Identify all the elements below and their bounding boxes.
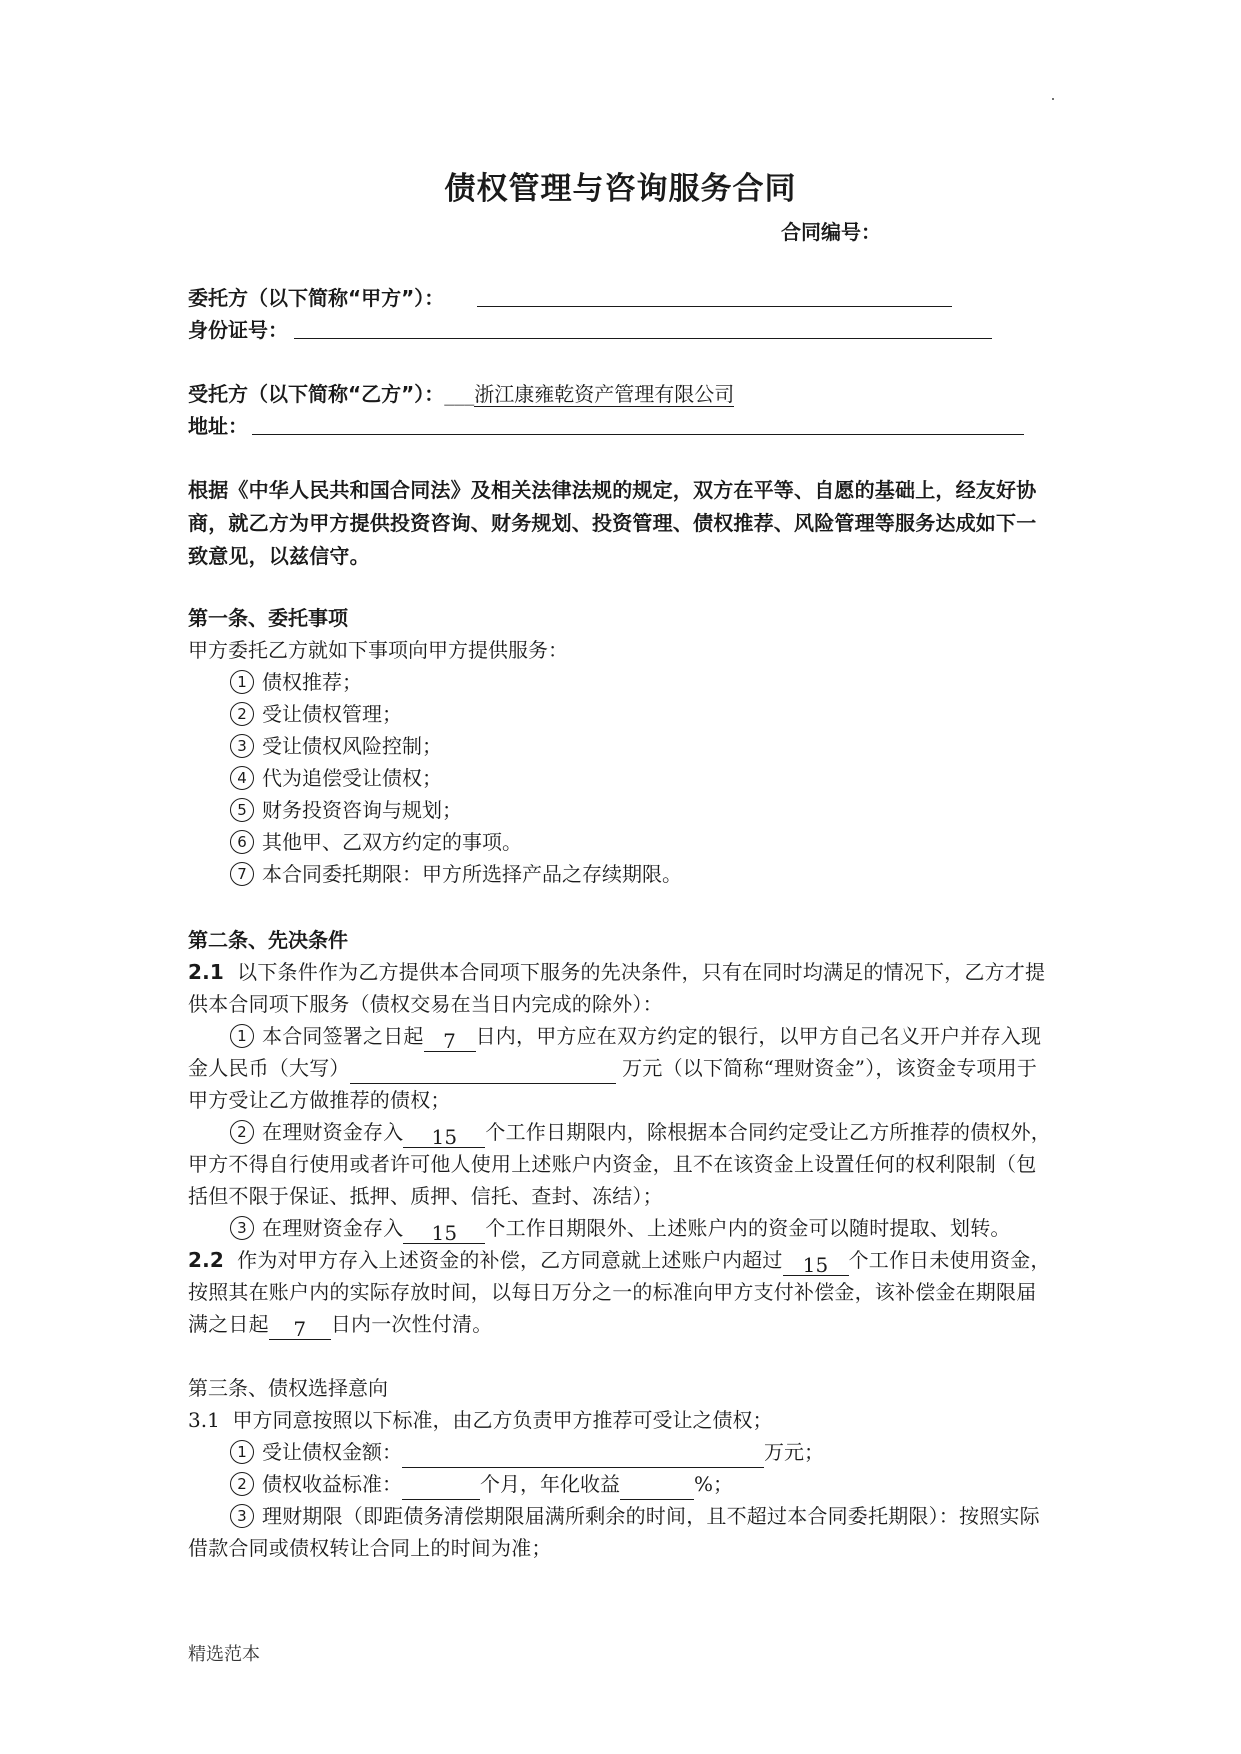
deposit-days-field[interactable]: 7 [424, 1025, 476, 1052]
list-item-text: 债权推荐； [262, 670, 362, 694]
clause-2-2-text-a: 作为对甲方存入上述资金的补偿，乙方同意就上述账户内超过 [237, 1248, 783, 1272]
selection-item-2-label: 债权收益标准： [262, 1472, 402, 1496]
clause-number: 3.1 [188, 1408, 220, 1432]
party-b-label: 受托方（以下简称“乙方”）： [188, 382, 445, 406]
address-blank[interactable] [252, 434, 1024, 435]
party-a-blank[interactable] [477, 306, 952, 307]
list-item-text: 受让债权管理； [262, 702, 402, 726]
circled-number: 2 [230, 1472, 254, 1496]
condition-2 [188, 1116, 1056, 1212]
selection-item-1-label: 受让债权金额： [262, 1440, 402, 1464]
article-1-heading: 第一条、委托事项 [188, 606, 348, 630]
list-item-text: 本合同委托期限：甲方所选择产品之存续期限。 [262, 862, 682, 886]
party-b-prefix: ___ [444, 382, 475, 406]
circled-number: 1 [230, 1440, 254, 1464]
unused-days-field[interactable]: 15 [783, 1249, 849, 1276]
clause-2-2 [188, 1244, 1056, 1340]
address-label: 地址： [188, 414, 248, 438]
circled-number: 2 [230, 702, 254, 726]
circled-number: 5 [230, 798, 254, 822]
clause-2-2-text-c: 日内一次性付清。 [330, 1312, 493, 1336]
article-2-heading: 第二条、先决条件 [188, 928, 348, 952]
transfer-amount-field[interactable] [402, 1441, 764, 1468]
deposit-amount-field[interactable] [350, 1057, 616, 1084]
article-1-intro: 甲方委托乙方就如下事项向甲方提供服务： [188, 638, 568, 662]
clause-2-2-text-b: 个工作日未使用资金，按照其在账户内的实际存放时间，以每日万分之一的标准向甲方支付补偿金，该补偿金在期限届满之日起 [188, 1248, 1051, 1336]
corner-dot [1052, 98, 1054, 100]
selection-item-1 [230, 1436, 824, 1468]
selection-item-2-unit: %； [694, 1472, 734, 1496]
selection-item-2-text: 个月，年化收益 [480, 1472, 620, 1496]
clause-number: 2.1 [188, 960, 225, 984]
list-item-text: 其他甲、乙双方约定的事项。 [262, 830, 522, 854]
circled-number: 1 [230, 1024, 254, 1048]
condition-3-text-a: 在理财资金存入 [262, 1216, 404, 1240]
preamble: 根据《中华人民共和国合同法》及相关法律法规的规定，双方在平等、自愿的基础上，经友好协商，就乙方为甲方提供投资咨询、财务规划、投资管理、债权推荐、风险管理等服务达成如下一致意见，以兹信守。 [188, 478, 1037, 568]
circled-number: 2 [230, 1120, 254, 1144]
contract-number-label: 合同编号： [781, 220, 881, 244]
list-item [230, 826, 522, 858]
selection-item-3 [188, 1500, 1056, 1564]
holding-days-field[interactable]: 15 [403, 1121, 485, 1148]
article-3-heading: 第三条、债权选择意向 [188, 1376, 388, 1400]
list-item [230, 698, 402, 730]
list-item [230, 858, 682, 890]
condition-1-text-b: 日内，甲方应在双方约定的银行，以甲方自己名义开户并存入现金人民币（大写） [188, 1024, 1042, 1080]
condition-1 [188, 1020, 1056, 1116]
list-item-text: 受让债权风险控制； [262, 734, 442, 758]
circled-number: 3 [230, 1216, 254, 1240]
circled-number: 7 [230, 862, 254, 886]
selection-item-1-unit: 万元； [764, 1440, 824, 1464]
page-footer: 精选范本 [188, 1644, 260, 1665]
clause-3-1 [188, 1404, 773, 1436]
list-item [230, 762, 442, 794]
annual-yield-field[interactable] [620, 1473, 694, 1500]
id-number-label: 身份证号： [188, 318, 288, 342]
list-item [230, 794, 462, 826]
party-b-line [188, 378, 734, 410]
condition-2-text-a: 在理财资金存入 [262, 1120, 404, 1144]
term-months-field[interactable] [402, 1473, 480, 1500]
release-days-field[interactable]: 15 [403, 1217, 485, 1244]
list-item-text: 财务投资咨询与规划； [262, 798, 462, 822]
clause-2-1 [188, 956, 1056, 1020]
circled-number: 4 [230, 766, 254, 790]
circled-number: 1 [230, 670, 254, 694]
condition-1-text-a: 本合同签署之日起 [262, 1024, 424, 1048]
condition-3-text-b: 个工作日期限外、上述账户内的资金可以随时提取、划转。 [485, 1216, 1011, 1240]
clause-3-1-text: 甲方同意按照以下标准，由乙方负责甲方推荐可受让之债权； [232, 1408, 773, 1432]
selection-item-2 [230, 1468, 733, 1500]
id-number-blank[interactable] [294, 338, 992, 339]
party-a-label: 委托方（以下简称“甲方”）： [188, 286, 445, 310]
payment-days-field[interactable]: 7 [269, 1313, 331, 1340]
selection-item-3-text: 理财期限（即距债务清偿期限届满所剩余的时间，且不超过本合同委托期限）：按照实际借款合同或债权转让合同上的时间为准； [188, 1504, 1040, 1560]
list-item-text: 代为追偿受让债权； [262, 766, 442, 790]
clause-text: 以下条件作为乙方提供本合同项下服务的先决条件，只有在同时均满足的情况下，乙方才提供本合同项下服务（债权交易在当日内完成的除外）： [188, 960, 1046, 1016]
condition-3 [188, 1212, 1056, 1244]
list-item [230, 730, 442, 762]
circled-number: 6 [230, 830, 254, 854]
condition-1-text-c: 万元（以下简称“理财资金”），该资金专项用于甲方受让乙方做推荐的债权； [188, 1056, 1038, 1112]
list-item [230, 666, 362, 698]
document-title: 债权管理与咨询服务合同 [444, 171, 797, 207]
condition-2-text-b: 个工作日期限内，除根据本合同约定受让乙方所推荐的债权外，甲方不得自行使用或者许可他人使用上述账户内资金，且不在该资金上设置任何的权利限制（包括但不限于保证、抵押、质押、信托、查封、冻结）； [188, 1120, 1052, 1208]
clause-number: 2.2 [188, 1248, 225, 1272]
circled-number: 3 [230, 734, 254, 758]
party-b-name: 浙江康雍乾资产管理有限公司 [474, 382, 735, 406]
circled-number: 3 [230, 1504, 254, 1528]
